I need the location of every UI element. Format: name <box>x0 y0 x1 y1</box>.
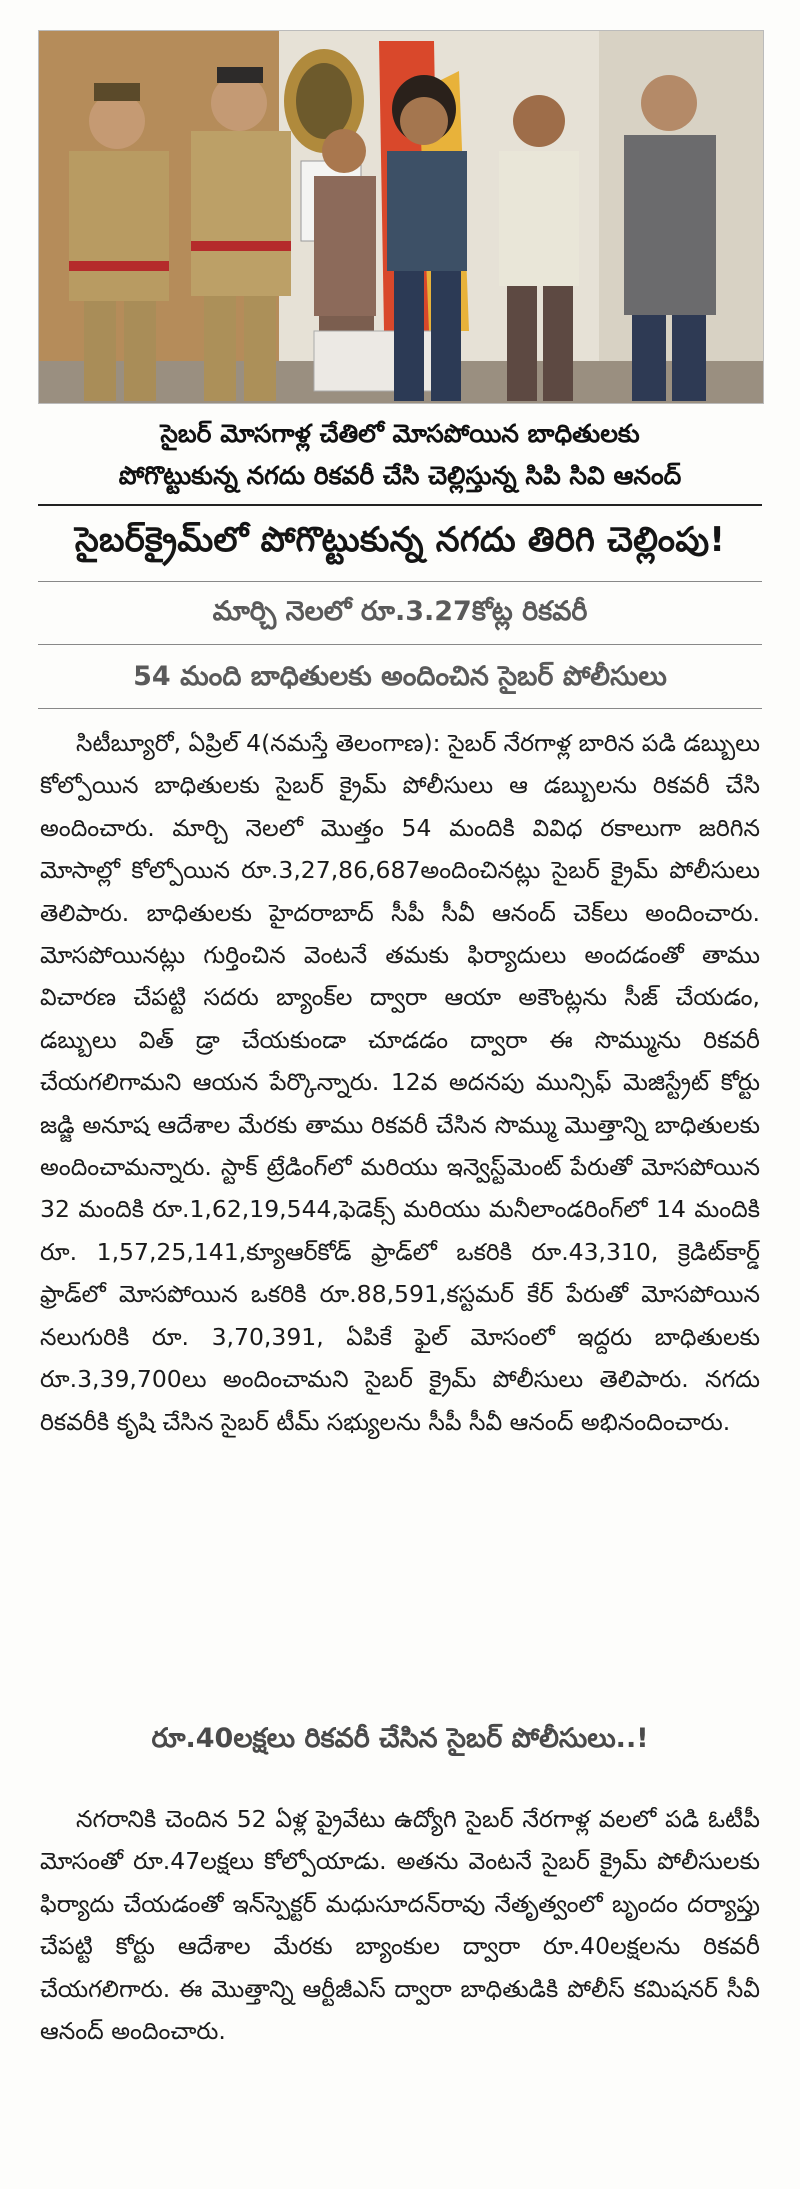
subheadline-1: మార్చి నెలలో రూ.3.27కోట్ల రికవరీ <box>212 596 588 627</box>
photo-caption-line-1: సైబర్ మోసగాళ్ల చేతిలో మోసపోయిన బాధితులకు <box>160 419 640 448</box>
news-photo <box>38 30 764 404</box>
divider <box>38 644 762 645</box>
photo-icon <box>39 31 763 403</box>
article-paragraph-1: సిటీబ్యూరో, ఏప్రిల్ 4(నమస్తే తెలంగాణ): సైబర్ నేరగాళ్ల బారిన పడి డబ్బులు కోల్పోయిన బాధితులకు సైబర్ క్రైమ్ పోలీసులు ఆ డబ్బులను రికవరీ చేసి అందించారు. మార్చి నెలలో మొత్తం 54 మందికి వివిధ రకాలుగా జరిగిన మోసాల్లో కోల్పోయిన రూ.3,27,86,687అందించినట్లు సైబర్ క్రైమ్ పోలీసులు తెలిపారు. బాధితులకు హైదరాబాద్ సీపీ సీవీ ఆనంద్ చెక్‌లు అందించారు. మోసపోయినట్లు గుర్తించిన వెంటనే తమకు ఫిర్యాదులు అందడంతో తాము విచారణ చేపట్టి సదరు బ్యాంక్‌ల ద్వారా ఆయా అకౌంట్లను సీజ్ చేయడం, డబ్బులు విత్ డ్రా చేయకుండా చూడడం ద్వారా ఈ సొమ్మును రికవరీ చేయగలిగామని ఆయన పేర్కొన్నారు. 12వ అదనపు మున్సిఫ్ మెజిస్ట్రేట్ కోర్టు జడ్జి అనూష ఆదేశాల మేరకు తాము రికవరీ చేసిన సొమ్ము మొత్తాన్ని బాధితులకు అందించామన్నారు. స్టాక్ ట్రేడింగ్‌లో మరియు ఇన్వెస్ట్‌మెంట్ పేరుతో మోసపోయిన 32 మందికి రూ.1,62,19,544,ఫెడెక్స్ మరియు మనీలాండరింగ్‌లో 14 మందికి రూ. 1,57,25,141,క్యూఆర్‌కోడ్ ఫ్రాడ్‌లో ఒకరికి రూ.43,310, క్రెడిట్‌కార్డ్ ఫ్రాడ్‌లో మోసపోయిన ఒకరికి రూ.88,591,కస్టమర్ కేర్ పేరుతో మోసపోయిన నలుగురికి రూ. 3,70,391, ఏపికే ఫైల్ మోసంలో ఇద్దరు బాధితులకు రూ.3,39,700లు అందించామని సైబర్ క్రైమ్ పోలీసులు తెలిపారు. నగదు రికవరీకి కృషి చేసిన సైబర్ టీమ్ సభ్యులను సీపీ సీవీ ఆనంద్ అభినందించారు. <box>40 729 760 1436</box>
section-subheading: రూ.40లక్షలు రికవరీ చేసిన సైబర్ పోలీసులు..! <box>151 1723 649 1754</box>
divider <box>38 708 762 709</box>
divider <box>38 504 762 506</box>
divider <box>38 581 762 582</box>
headline: సైబర్‌క్రైమ్‌లో పోగొట్టుకున్న నగదు తిరిగి చెల్లింపు! <box>74 520 726 560</box>
article-paragraph-2: నగరానికి చెందిన 52 ఏళ్ల ప్రైవేటు ఉద్యోగి సైబర్ నేరగాళ్ల వలలో పడి ఓటీపీ మోసంతో రూ.47లక్షలు కోల్పోయాడు. అతను వెంటనే సైబర్ క్రైమ్ పోలీసులకు ఫిర్యాదు చేయడంతో ఇన్‌స్పెక్టర్ మధుసూదన్‌రావు నేతృత్వంలో బృందం దర్యాప్తు చేపట్టి కోర్టు ఆదేశాల మేరకు బ్యాంకుల ద్వారా రూ.40లక్షలను రికవరీ చేయగలిగారు. ఈ మొత్తాన్ని ఆర్టీజీఎస్ ద్వారా బాధితుడికి పోలీస్ కమిషనర్ సీవీ ఆనంద్ అందించారు. <box>40 1805 760 2046</box>
photo-caption-line-2: పోగొట్టుకున్న నగదు రికవరీ చేసి చెల్లిస్తున్న సిపి సివి ఆనంద్ <box>118 461 682 490</box>
subheadline-2: 54 మంది బాధితులకు అందించిన సైబర్ పోలీసులు <box>133 661 667 692</box>
